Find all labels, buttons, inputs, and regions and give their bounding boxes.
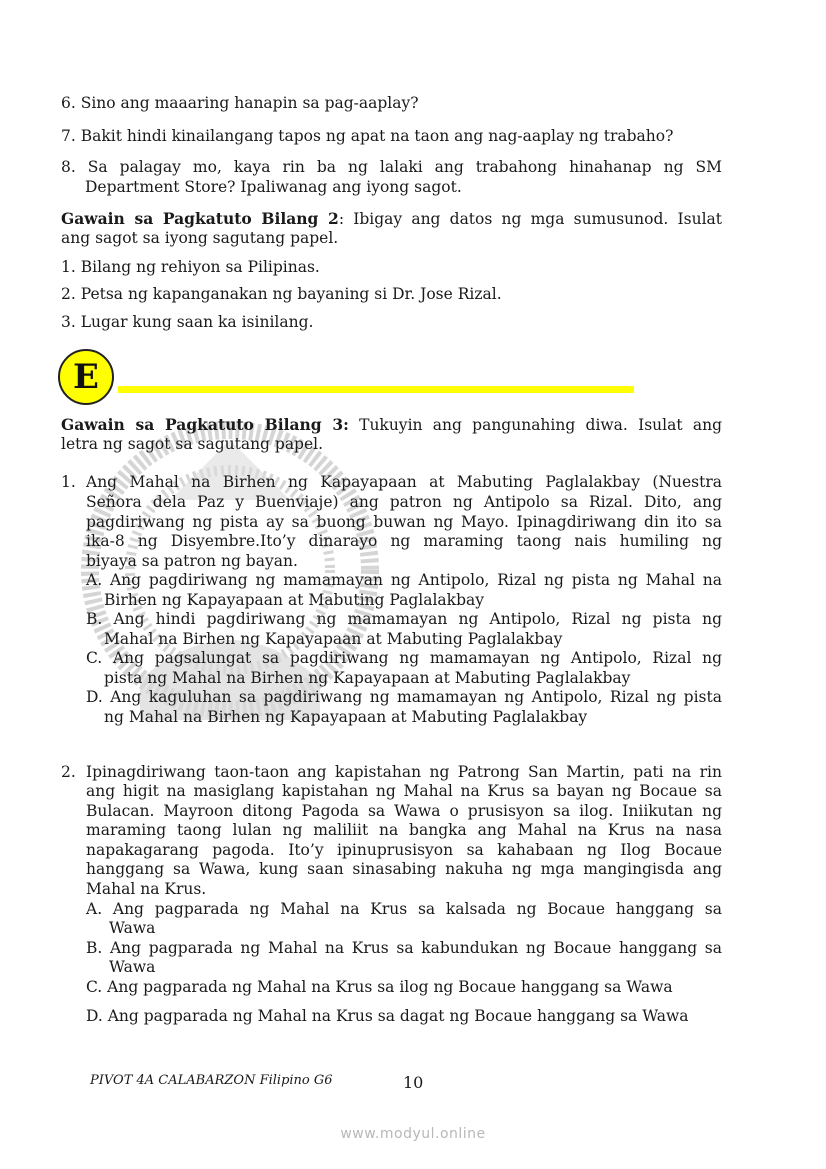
gawain2-item-3: 3. Lugar kung saan ka isinilang. [61,313,314,331]
gawain2-instruction [61,209,722,230]
item2-line: hanggang sa Wawa, kung saan sinasabing nakuha ng mga mangingisda ang [86,860,722,878]
item2-line: Bulacan. Mayroon ditong Pagoda sa Wawa o prusisyon sa ilog. Iniikutan ng [86,802,722,820]
item1-line-last: biyaya sa patron ng bayan. [86,552,298,570]
item2-choice-d: D. Ang pagparada ng Mahal na Krus sa dagat ng Bocaue hanggang sa Wawa [86,1007,689,1025]
question-8-line1: 8. Sa palagay mo, kaya rin ba ng lalaki ang trabahong hinahanap ng SM [61,158,722,176]
item1-line: Ang Mahal na Birhen ng Kapayapaan at Mabuting Paglalakbay (Nuestra [86,473,722,491]
item1-choice-b-cont: Mahal na Birhen ng Kapayapaan at Mabuting Paglalakbay [104,630,563,648]
gawain2-instr-line2: ang sagot sa iyong sagutang papel. [61,229,339,247]
question-7: 7. Bakit hindi kinailangang tapos ng apat na taon ang nag-aaplay ng trabaho? [61,127,674,145]
gawain2-title: Gawain sa Pagkatuto Bilang 2 [61,209,339,228]
item2-line: ang higit na masiglang kapistahan ng Mahal na Krus sa bayan ng Bocaue sa [86,782,722,800]
site-watermark: www.modyul.online [340,1126,486,1142]
item2-choice-c: C. Ang pagparada ng Mahal na Krus sa ilog ng Bocaue hanggang sa Wawa [86,978,673,996]
item2-line-last: Mahal na Krus. [86,880,207,898]
footer-title: PIVOT 4A CALABARZON Filipino G6 [90,1073,333,1088]
item1-choice-a: A. Ang pagdiriwang ng mamamayan ng Antipolo, Rizal ng pista ng Mahal na [86,571,722,589]
item2-line: napakagarang pagoda. Ito’y ipinuprusisyon sa kahabaan ng Ilog Bocaue [86,841,722,859]
gawain2-instr-line1: : Ibigay ang datos ng mga sumusunod. Isulat [338,210,722,228]
item1-choice-d: D. Ang kaguluhan sa pagdiriwang ng mamamayan ng Antipolo, Rizal ng pista [86,688,722,706]
item1-line: pagdiriwang ng pista ay sa buong buwan ng Mayo. Ipinagdiriwang din ito sa [86,513,722,531]
gawain3-instruction [61,415,722,436]
item2-line: maraming taong lulan ng maliliit na bangka ang Mahal na Krus na nasa [86,821,722,839]
item1-line: ika-8 ng Disyembre.Ito’y dinarayo ng maraming taong nais humiling ng [86,532,722,550]
item2-choice-a: A. Ang pagparada ng Mahal na Krus sa kalsada ng Bocaue hanggang sa [86,900,722,918]
item2-line: Ipinagdiriwang taon-taon ang kapistahan ng Patrong San Martin, pati na rin [86,763,722,781]
gawain2-item-2: 2. Petsa ng kapanganakan ng bayaning si Dr. Jose Rizal. [61,285,502,303]
item1-choice-c: C. Ang pagsalungat sa pagdiriwang ng mamamayan ng Antipolo, Rizal ng [86,649,722,667]
item2-number: 2. [61,763,76,781]
section-letter-badge: E [58,349,114,405]
gawain3-instr-line1: Tukuyin ang pangunahing diwa. Isulat ang [348,416,722,434]
item1-number: 1. [61,473,76,491]
gawain3-title: Gawain sa Pagkatuto Bilang 3: [61,415,349,434]
item1-choice-a-cont: Birhen ng Kapayapaan at Mabuting Paglalakbay [104,591,484,609]
question-6: 6. Sino ang maaaring hanapin sa pag-aaplay? [61,94,419,112]
item1-line: Señora dela Paz y Buenviaje) ang patron ng Antipolo sa Rizal. Dito, ang [86,493,722,511]
item2-choice-a-cont: Wawa [109,919,156,937]
page-number: 10 [403,1073,424,1092]
gawain2-item-1: 1. Bilang ng rehiyon sa Pilipinas. [61,258,320,276]
section-divider-bar [118,386,634,393]
gawain3-instr-line2: letra ng sagot sa sagutang papel. [61,435,324,453]
item2-choice-b-cont: Wawa [109,958,156,976]
item1-choice-d-cont: ng Mahal na Birhen ng Kapayapaan at Mabuting Paglalakbay [104,708,588,726]
item1-choice-c-cont: pista ng Mahal na Birhen ng Kapayapaan at Mabuting Paglalakbay [104,669,631,687]
item2-choice-b: B. Ang pagparada ng Mahal na Krus sa kabundukan ng Bocaue hanggang sa [86,939,722,957]
question-8-line2: Department Store? Ipaliwanag ang iyong sagot. [85,178,462,196]
item1-choice-b: B. Ang hindi pagdiriwang ng mamamayan ng Antipolo, Rizal ng pista ng [86,610,722,628]
